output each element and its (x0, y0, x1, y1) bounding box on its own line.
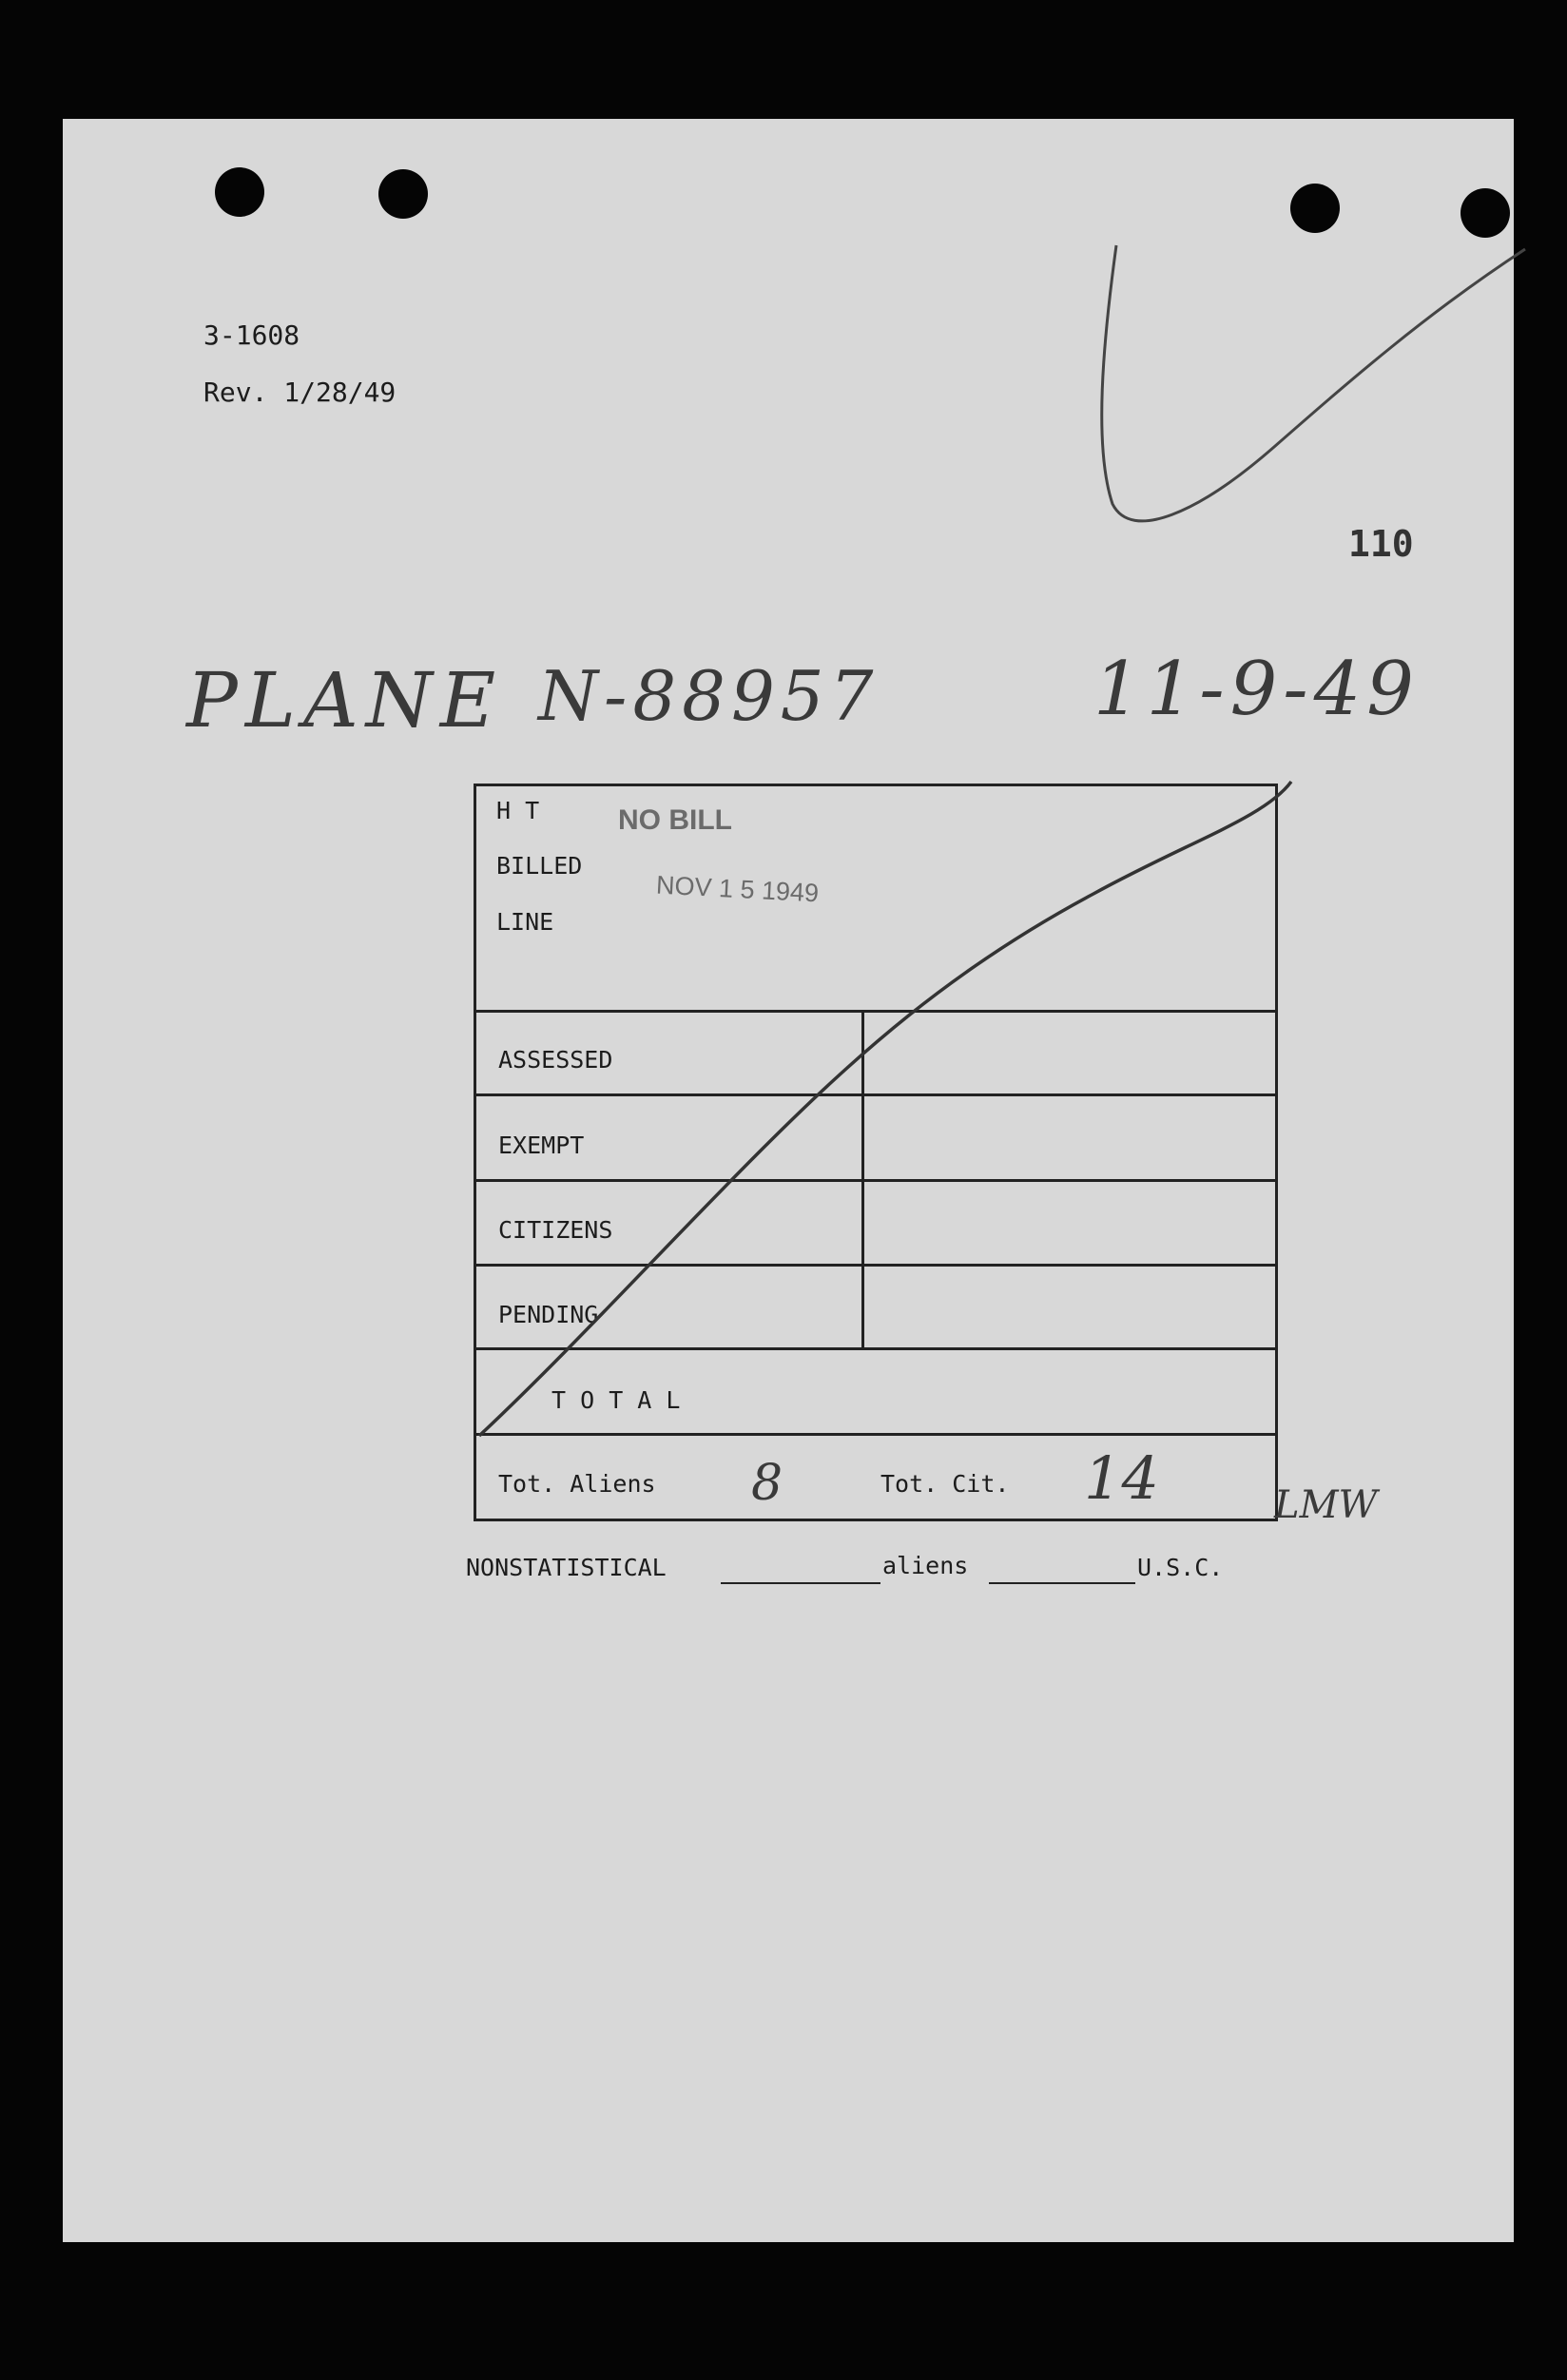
tot-cit-value: 14 (1084, 1443, 1159, 1513)
citizens-label: CITIZENS (498, 1216, 613, 1244)
total-label: T O T A L (551, 1386, 681, 1414)
aliens-label: aliens (882, 1552, 969, 1579)
form-number: 3-1608 (203, 319, 300, 351)
tot-aliens-label: Tot. Aliens (498, 1470, 656, 1498)
handwritten-date: 11-9-49 (1093, 647, 1420, 732)
plane-label: PLANE (186, 656, 504, 745)
billed-label: BILLED (496, 852, 583, 880)
usc-label: U.S.C. (1137, 1554, 1224, 1581)
tot-aliens-value: 8 (751, 1455, 784, 1512)
plane-number: N-88957 (538, 656, 880, 736)
exempt-label: EXEMPT (498, 1132, 585, 1159)
nonstatistical-label: NONSTATISTICAL (466, 1554, 667, 1581)
form-revision: Rev. 1/28/49 (203, 377, 397, 408)
pending-label: PENDING (498, 1301, 599, 1328)
no-bill-stamp: NO BILL (618, 804, 732, 836)
ht-label: H T (496, 797, 540, 824)
assessed-label: ASSESSED (498, 1046, 613, 1074)
initials: LMW (1274, 1483, 1378, 1527)
cancel-line (479, 782, 1291, 1436)
line-label: LINE (496, 908, 554, 936)
date-stamp: NOV 1 5 1949 (655, 870, 820, 908)
check-mark (1102, 245, 1525, 521)
tot-cit-label: Tot. Cit. (880, 1470, 1010, 1498)
page-number: 110 (1348, 523, 1414, 565)
